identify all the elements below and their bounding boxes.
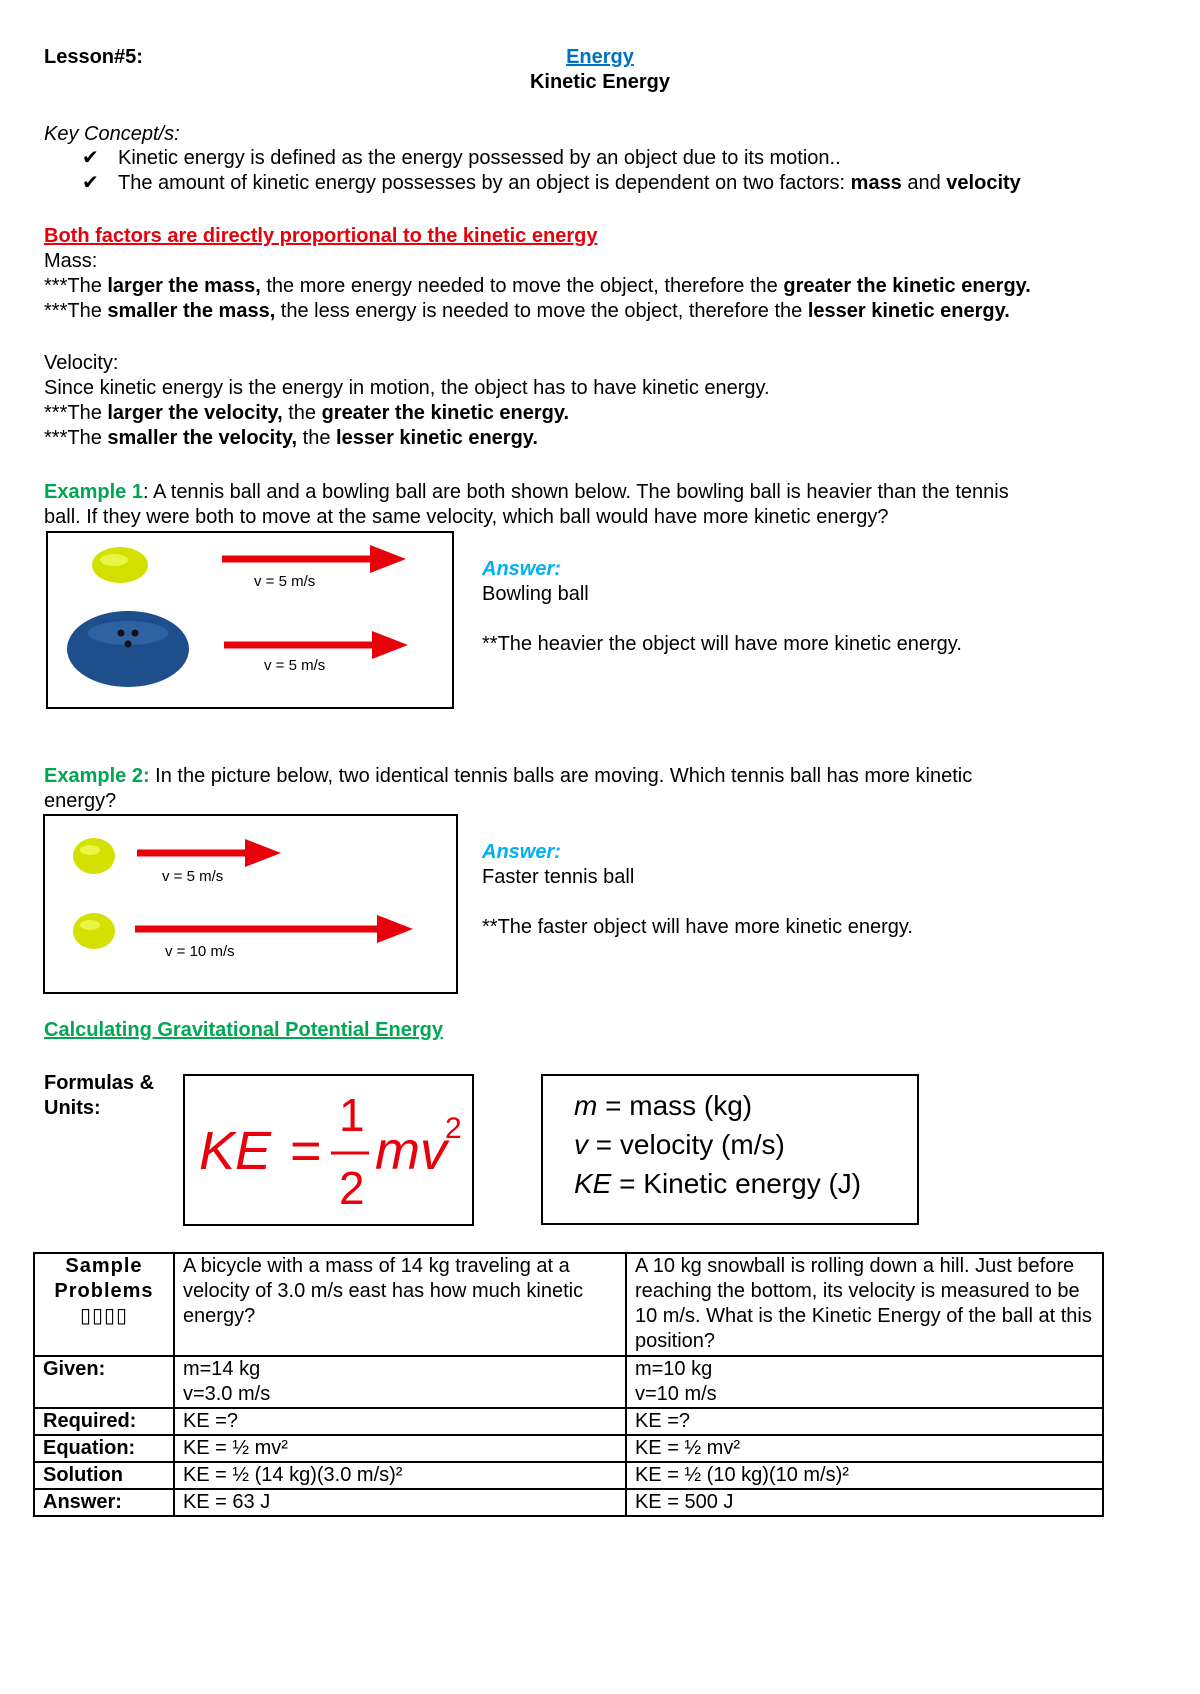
velocity-label-top: v = 5 m/s: [162, 868, 224, 885]
mass-statement-2: ***The smaller the mass, the less energy is needed to move the object, therefore the lesser kinetic energy.: [44, 300, 1010, 322]
example1-illustration: [48, 533, 452, 707]
example2-illustration: [45, 816, 456, 992]
example2-figure: [43, 814, 458, 994]
checkmark-icon: ✔: [82, 147, 99, 169]
factors-heading: Both factors are directly proportional to the kinetic energy: [44, 225, 598, 247]
table-row: [34, 1462, 1103, 1489]
lesson-number: Lesson#5:: [44, 46, 143, 68]
example2-question-line2: energy?: [44, 790, 117, 812]
example1-note: **The heavier the object will have more kinetic energy.: [482, 633, 962, 655]
solution-problem-1: KE = ½ (14 kg)(3.0 m/s)²: [174, 1462, 626, 1489]
problem-2-statement: A 10 kg snowball is rolling down a hill. Just before reaching the bottom, its velocity is measured to be 10 m/s. What is the Kinetic Energy of the ball at this position?: [626, 1253, 1103, 1356]
svg-text:2: 2: [339, 1162, 365, 1214]
sample-problems-table: [33, 1252, 1104, 1517]
solution-problem-2: KE = ½ (10 kg)(10 m/s)²: [626, 1462, 1103, 1489]
checkmark-icon: ✔: [82, 172, 99, 194]
row-label-solution: Solution: [34, 1462, 174, 1489]
answer-problem-1: KE = 63 J: [174, 1489, 626, 1516]
tennis-ball-icon: [73, 838, 115, 874]
page-title: Kinetic Energy: [529, 71, 671, 93]
example1-answer-heading: Answer:: [482, 558, 561, 580]
velocity-intro: Since kinetic energy is the energy in motion, the object has to have kinetic energy.: [44, 377, 770, 399]
velocity-statement-2: ***The smaller the velocity, the lesser kinetic energy.: [44, 427, 538, 449]
table-row: [34, 1253, 1103, 1356]
key-concept-2: ✔ The amount of kinetic energy possesses by an object is dependent on two factors: mass and velocity: [82, 172, 1021, 194]
given-problem-2: m=10 kg v=10 m/s: [626, 1356, 1103, 1408]
svg-text:2: 2: [445, 1112, 462, 1145]
example2-answer: Faster tennis ball: [482, 866, 635, 888]
given-problem-1: m=14 kg v=3.0 m/s: [174, 1356, 626, 1408]
svg-text:KE: KE: [199, 1121, 272, 1181]
key-concept-1: ✔ Kinetic energy is defined as the energy possessed by an object due to its motion..: [82, 147, 841, 169]
example2-question-line1: Example 2: In the picture below, two identical tennis balls are moving. Which tennis ball has more kinetic: [44, 765, 973, 787]
formulas-label: Formulas &: [44, 1072, 155, 1094]
table-row: [34, 1489, 1103, 1516]
velocity-label-bottom: v = 10 m/s: [165, 943, 235, 960]
unit-kinetic-energy: KE = Kinetic energy (J): [574, 1168, 862, 1199]
units-label: Units:: [44, 1097, 101, 1119]
svg-text:mv: mv: [375, 1121, 447, 1181]
velocity-label: Velocity:: [44, 352, 119, 374]
table-row: [34, 1356, 1103, 1408]
row-label-equation: Equation:: [34, 1435, 174, 1462]
velocity-label-bottom: v = 5 m/s: [264, 657, 326, 674]
required-problem-1: KE =?: [174, 1408, 626, 1435]
sample-problems-header: Sample Problems ▯▯▯▯: [34, 1253, 174, 1356]
example1-answer: Bowling ball: [482, 583, 589, 605]
velocity-label-top: v = 5 m/s: [254, 573, 316, 590]
answer-problem-2: KE = 500 J: [626, 1489, 1103, 1516]
required-problem-2: KE =?: [626, 1408, 1103, 1435]
mass-label: Mass:: [44, 250, 98, 272]
unit-velocity: v = velocity (m/s): [574, 1129, 785, 1160]
example2-note: **The faster object will have more kinetic energy.: [482, 916, 913, 938]
problem-1-statement: A bicycle with a mass of 14 kg traveling at a velocity of 3.0 m/s east has how much kinetic energy?: [174, 1253, 626, 1356]
mass-statement-1: ***The larger the mass, the more energy needed to move the object, therefore the greater the kinetic energy.: [44, 275, 1031, 297]
equation-problem-1: KE = ½ mv²: [174, 1435, 626, 1462]
row-label-answer: Answer:: [34, 1489, 174, 1516]
calculation-heading: Calculating Gravitational Potential Energy: [44, 1019, 443, 1041]
svg-text:1: 1: [339, 1089, 365, 1141]
units-box: [541, 1074, 919, 1225]
svg-text:=: =: [290, 1121, 322, 1181]
example1-question-line1: Example 1: A tennis ball and a bowling ball are both shown below. The bowling ball is heavier than the tennis: [44, 481, 1009, 503]
tennis-ball-icon: [73, 913, 115, 949]
example1-figure: [46, 531, 454, 709]
table-row: [34, 1408, 1103, 1435]
formula-box: [183, 1074, 474, 1226]
row-label-given: Given:: [34, 1356, 174, 1408]
key-concepts-heading: Key Concept/s:: [44, 123, 180, 145]
equation-problem-2: KE = ½ mv²: [626, 1435, 1103, 1462]
table-row: [34, 1435, 1103, 1462]
velocity-statement-1: ***The larger the velocity, the greater the kinetic energy.: [44, 402, 570, 424]
example1-question-line2: ball. If they were both to move at the same velocity, which ball would have more kinetic energy?: [44, 506, 889, 528]
kinetic-energy-formula: [185, 1076, 472, 1224]
example2-answer-heading: Answer:: [482, 841, 561, 863]
unit-mass: m = mass (kg): [574, 1090, 753, 1121]
row-label-required: Required:: [34, 1408, 174, 1435]
topic-title: Energy: [566, 46, 634, 68]
